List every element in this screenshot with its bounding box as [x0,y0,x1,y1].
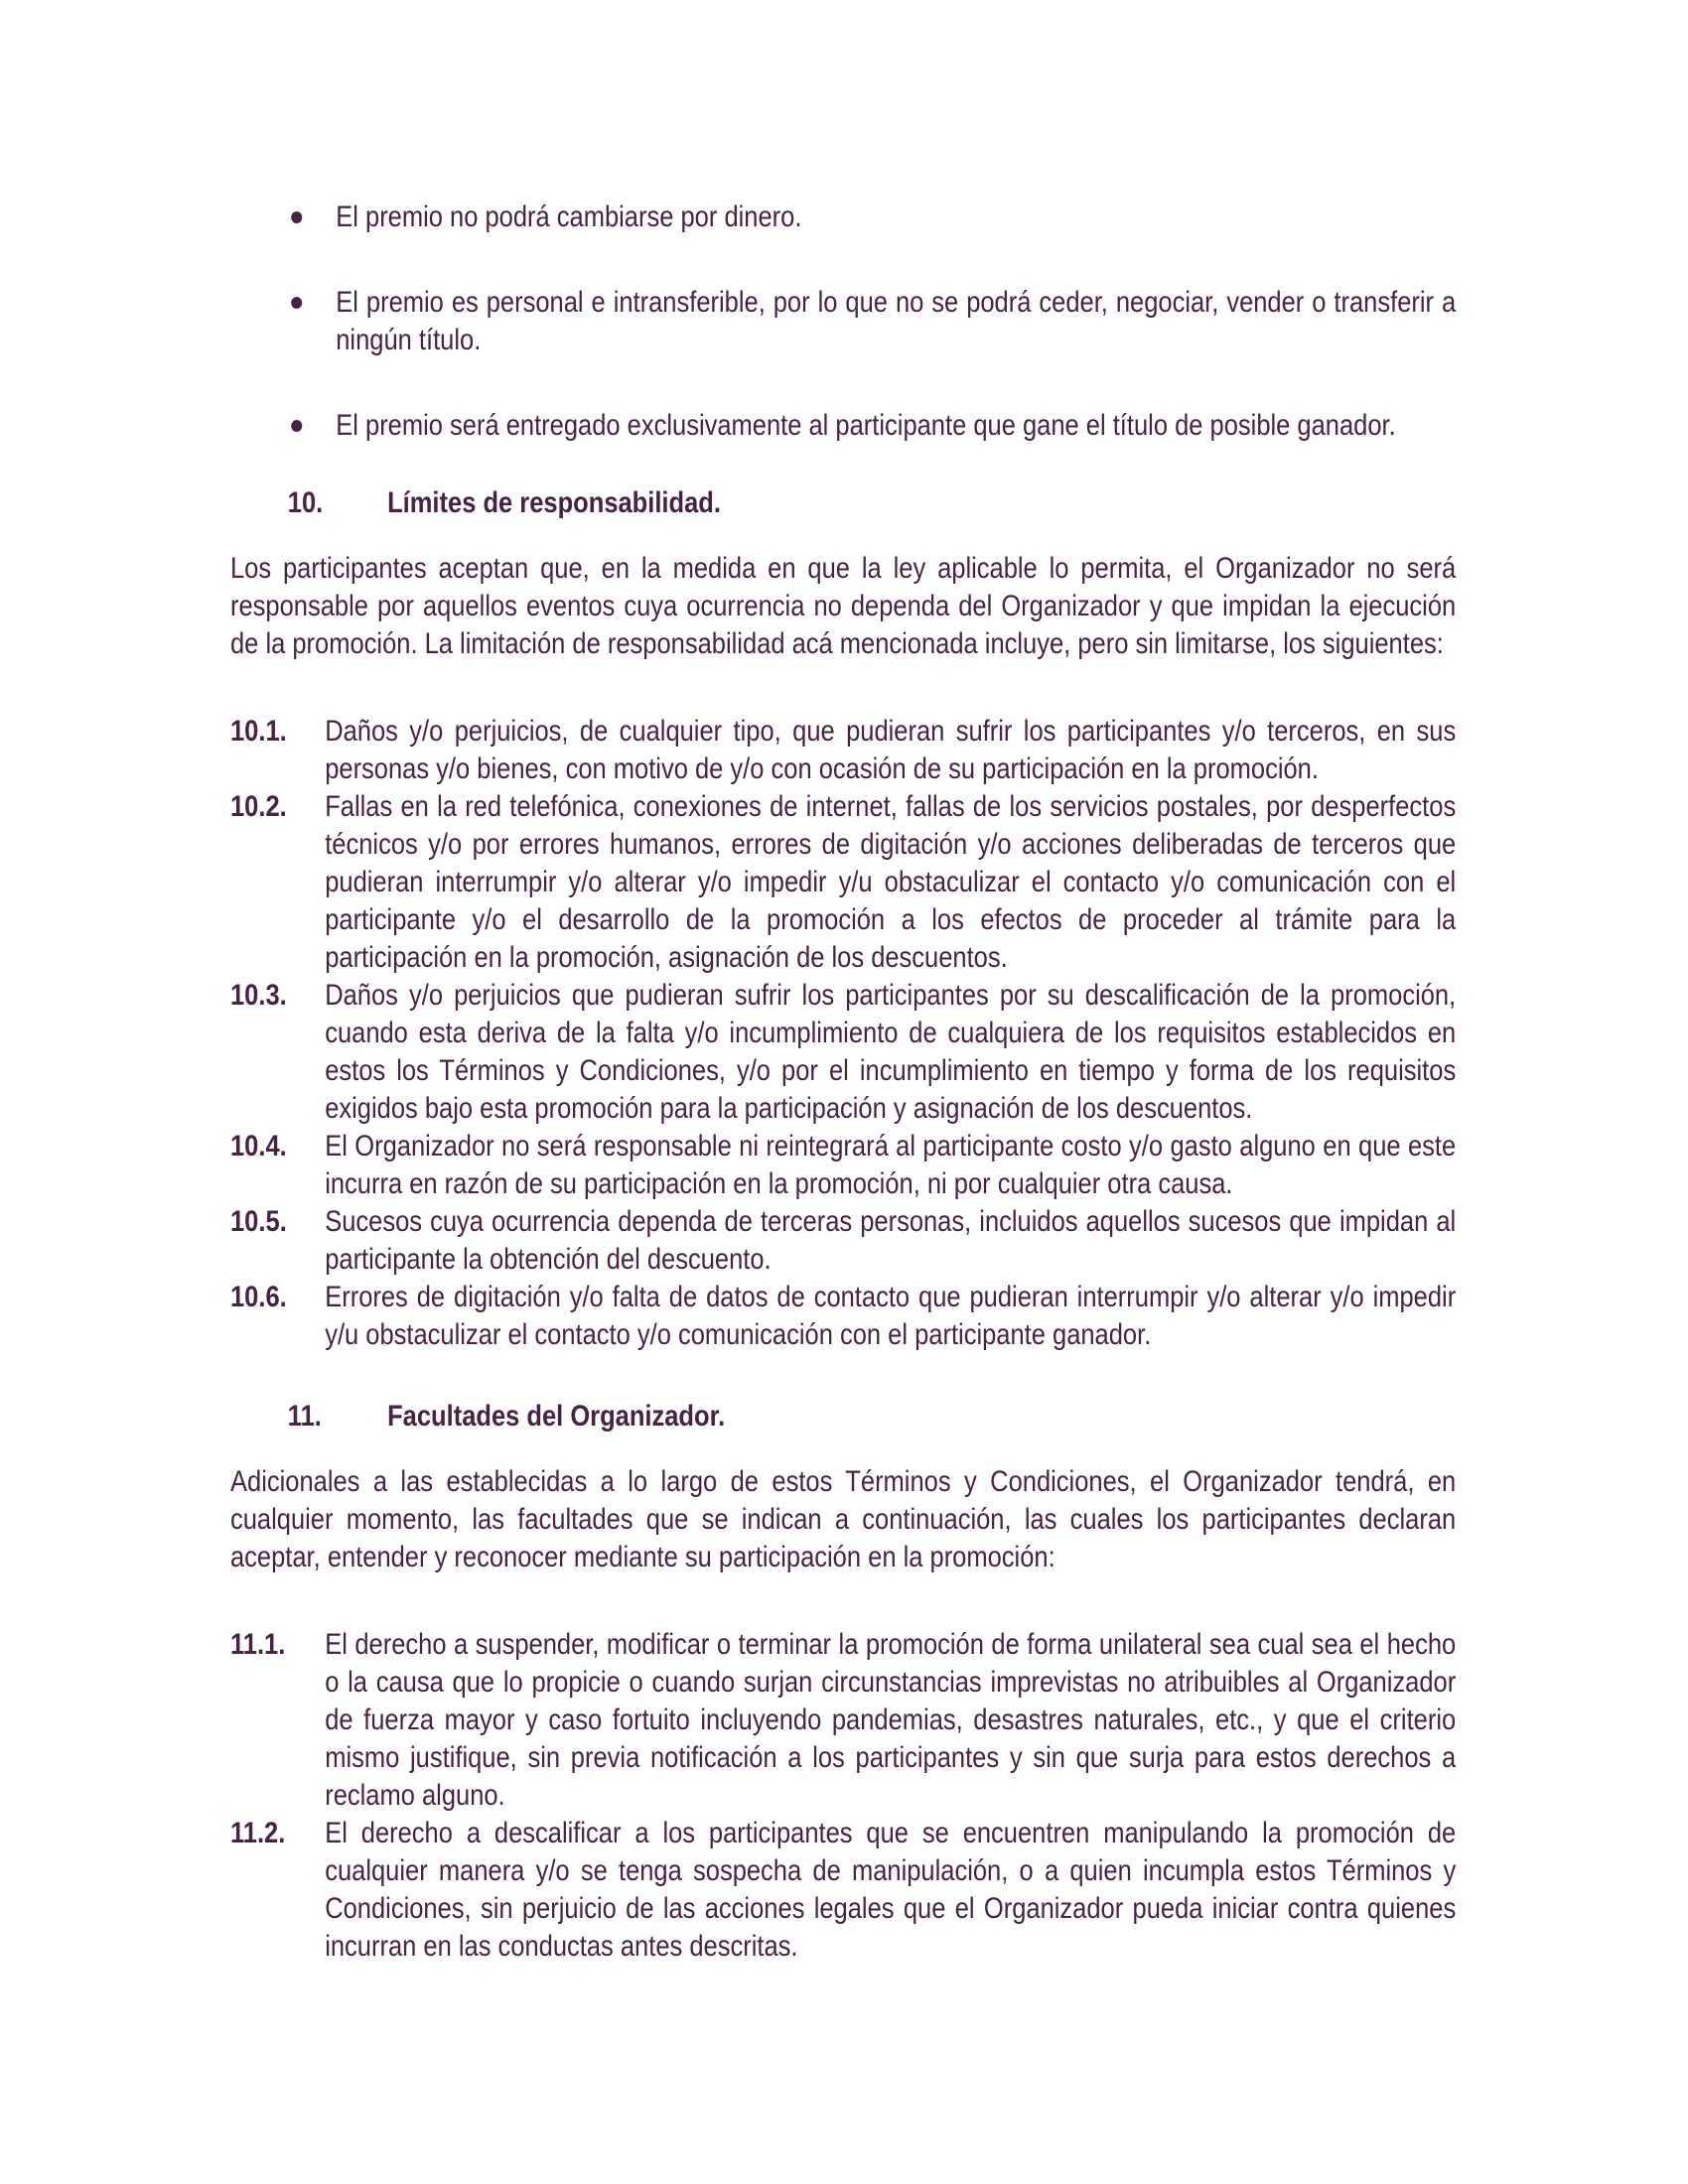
item-number: 10.3. [230,979,287,1012]
bullet-text: El premio será entregado exclusivamente al participante que gane el título de posible ganador. [336,409,1396,442]
section-10 [230,484,1456,1354]
bullet-dot-icon [291,211,302,223]
item-text: El Organizador no será responsable ni reintegrará al participante costo y/o gasto alguno en que este incurra en razón de su participación en la promoción, ni por cualquier otra causa. [325,1130,1457,1200]
section-intro: Adicionales a las establecidas a lo largo de estos Términos y Condiciones, el Organizador tendrá, en cualquier momento, las facultades que se indican a continuación, las cuales los participantes declaran aceptar, entender y reconocer mediante su participación en la promoción: [230,1465,1457,1573]
bullet-marker [230,199,336,236]
section-heading [230,1398,1456,1435]
item-number: 10.6. [230,1281,287,1313]
section-number: 10. [287,486,324,519]
numbered-list [230,713,1456,1354]
section-title: Facultades del Organizador. [387,1400,726,1433]
item-text: El derecho a suspender, modificar o terminar la promoción de forma unilateral sea cual sea el hecho o la causa que lo propicie o cuando surjan circunstancias imprevistas no atribuibles al Organizador de fuerza mayor y caso fortuito incluyendo pandemias, desastres naturales, etc., y que el criterio mismo justifique, sin previa notificación a los participantes y sin que surja para estos derechos a reclamo alguno. [325,1628,1457,1812]
numbered-item [230,1279,1456,1354]
item-text: Daños y/o perjuicios, de cualquier tipo, que pudieran sufrir los participantes y/o terceros, en sus personas y/o bienes, con motivo de y/o con ocasión de su participación en la promoción. [325,715,1457,785]
bullet-item [230,199,1456,236]
document-content [230,0,1456,1966]
item-number: 11.1. [230,1628,286,1661]
item-number: 11.2. [230,1817,286,1849]
bullet-dot-icon [291,420,302,432]
bullet-dot-icon [291,297,302,309]
section-11 [230,1398,1456,1966]
bullet-text: El premio no podrá cambiarse por dinero. [336,201,802,233]
bullet-item [230,284,1456,359]
item-text: Sucesos cuya ocurrencia dependa de terceras personas, incluidos aquellos sucesos que impidan al participante la obtención del descuento. [325,1205,1457,1276]
item-text: Daños y/o perjuicios que pudieran sufrir los participantes por su descalificación de la promoción, cuando esta deriva de la falta y/o incumplimiento de cualquiera de los requisitos establecidos en estos los Términos y Condiciones, y/o por el incumplimiento en tiempo y forma de los requisitos exigidos bajo esta promoción para la participación y asignación de los descuentos. [325,979,1457,1125]
item-number: 10.5. [230,1205,287,1238]
item-text: Errores de digitación y/o falta de datos de contacto que pudieran interrumpir y/o alterar y/o impedir y/u obstaculizar el contacto y/o comunicación con el participante ganador. [325,1281,1457,1351]
section-title: Límites de responsabilidad. [387,486,721,519]
bullet-marker [230,407,336,445]
section-heading [230,484,1456,522]
section-intro: Los participantes aceptan que, en la medida en que la ley aplicable lo permita, el Organizador no será responsable por aquellos eventos cuya ocurrencia no dependa del Organizador y que impidan la ejecución de la promoción. La limitación de responsabilidad acá mencionada incluye, pero sin limitarse, los siguientes: [230,552,1457,660]
item-number: 10.2. [230,790,287,823]
item-text: Fallas en la red telefónica, conexiones de internet, fallas de los servicios postales, por desperfectos técnicos y/o por errores humanos, errores de digitación y/o acciones deliberadas de terceros que pudieran interrumpir y/o alterar y/o impedir y/u obstaculizar el contacto y/o comunicación con el participante y/o el desarrollo de la promoción a los efectos de proceder al trámite para la participación en la promoción, asignación de los descuentos. [325,790,1457,974]
item-text: El derecho a descalificar a los participantes que se encuentren manipulando la promoción de cualquier manera y/o se tenga sospecha de manipulación, o a quien incumpla estos Términos y Condiciones, sin perjuicio de las acciones legales que el Organizador pueda iniciar contra quienes incurran en las conductas antes descritas. [325,1817,1457,1963]
numbered-item [230,1626,1456,1815]
bullet-text: El premio es personal e intransferible, por lo que no se podrá ceder, negociar, vender o transferir a ningún título. [336,286,1457,356]
bullet-item [230,407,1456,445]
numbered-item [230,977,1456,1128]
numbered-list [230,1626,1456,1966]
item-number: 10.4. [230,1130,287,1162]
numbered-item [230,1815,1456,1966]
numbered-item [230,713,1456,788]
numbered-item [230,788,1456,977]
numbered-item [230,1128,1456,1203]
numbered-item [230,1203,1456,1279]
bullet-marker [230,284,336,359]
item-number: 10.1. [230,715,287,748]
section-number: 11. [287,1400,322,1433]
